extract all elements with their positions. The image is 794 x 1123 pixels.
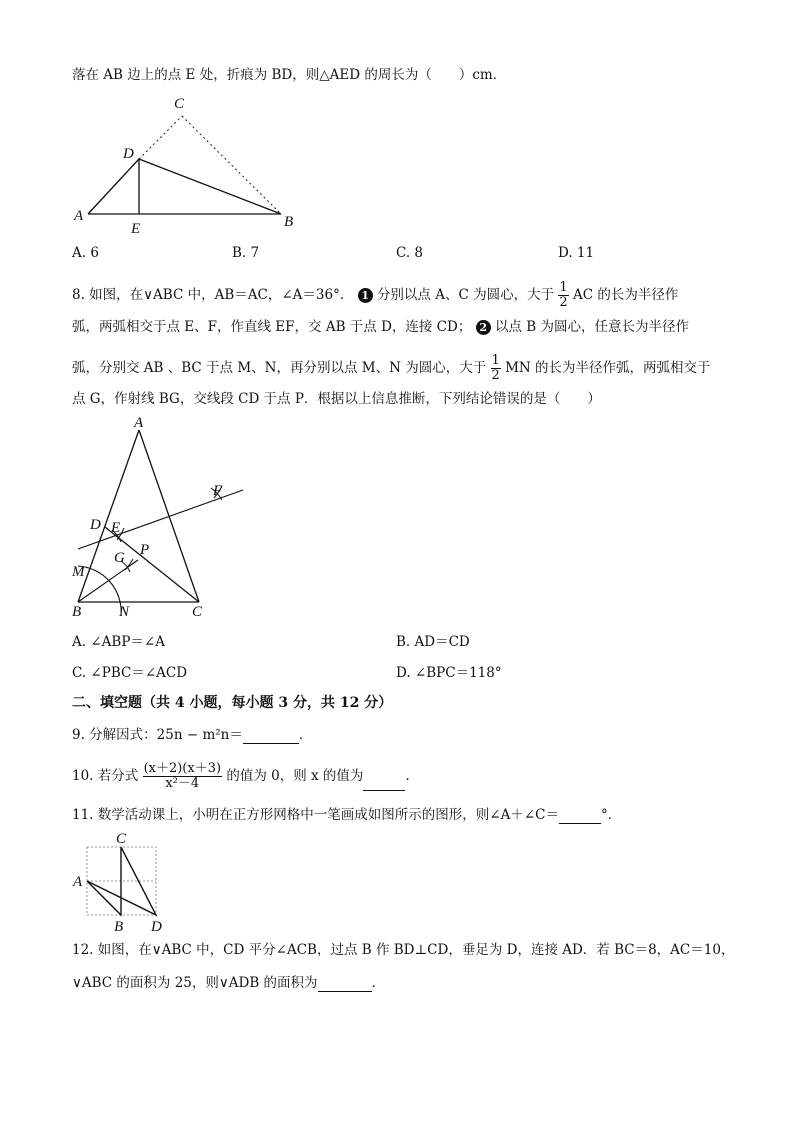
q8-option-d: D. ∠BPC＝118° [396,665,502,681]
q12-line-2: ∨ABC 的面积为 25，则∨ADB 的面积为 ． [72,975,386,991]
q7-option-c: C. 8 [396,245,424,261]
label-d: D [151,919,162,935]
label-b: B [114,919,124,935]
q8-l3a: 弧，分别交 AB 、BC 于点 M、N，再分别以点 M、N 为圆心，大于 [72,360,487,376]
q7-option-a: A. 6 [72,245,99,261]
label-c: C [192,604,203,620]
q7-tail-text: 落在 AB 边上的点 E 处，折痕为 BD，则△AED 的周长为（ ）cm． [72,67,507,83]
label-a: A [74,208,84,224]
circled-two: 2 [476,320,491,335]
one-stroke-path [87,847,156,915]
section-heading: 二、填空题（共 4 小题，每小题 3 分，共 12 分） [72,695,393,711]
label-b: B [284,214,294,230]
q8-option-a: A. ∠ABP＝∠A [72,634,165,650]
q10-pre: 10. 若分式 [72,768,139,784]
q9: 9. 分解因式：25n − m²n＝ ． [72,727,313,743]
q7-option-b: B. 7 [232,245,260,261]
circled-one: 1 [358,288,373,303]
q7-option-d: D. 11 [558,245,595,261]
label-e: E [131,221,141,237]
label-e: E [111,520,121,536]
label-p: P [140,542,150,558]
label-c: C [174,96,185,112]
label-m: M [72,564,85,580]
q12-l2: ∨ABC 的面积为 25，则∨ADB 的面积为 [72,975,318,991]
q8-l2b: 以点 B 为圆心，任意长为半径作 [494,319,689,335]
label-c: C [116,831,127,847]
label-a: A [73,874,83,890]
q10-post: 的值为 0，则 x 的值为 [226,768,364,784]
q8-option-b: B. AD＝CD [396,634,470,650]
q10-fraction: $\frac{(x+2)(x+3)}{\text{x²－4}}$ [143,761,222,791]
q8-line-4: 点 G，作射线 BG，交线段 CD 于点 P．根据以上信息推断，下列结论错误的是（ ） [72,391,601,407]
q8-l1b: 分别以点 A、C 为圆心，大于 [376,287,555,303]
q10: 10. 若分式 $\frac{(x+2)(x+3)}{\text{x²－4}}$ 的值为 0，则 x 的值为 ． [72,761,419,791]
label-b: B [72,604,82,620]
q8-l1a: 8. 如图，在∨ABC 中，AB＝AC，∠A＝36°． [72,287,354,303]
q8-l1c: AC 的长为半径作 [572,287,679,303]
q8-l2a: 弧，两弧相交于点 E、F，作直线 EF，交 AB 于点 D，连接 CD； [72,319,472,335]
q12-line-1: 12. 如图，在∨ABC 中，CD 平分∠ACB，过点 B 作 BD⊥CD，垂足为 D，连接 AD．若 BC＝8，AC＝10， [72,942,735,958]
q9-text: 9. 分解因式：25n − m²n＝ [72,727,243,743]
label-d: D [90,517,101,533]
fraction-half-1: $\frac{1}{2}$ [559,280,568,310]
q12-answer-blank [318,977,372,992]
q11: 11. 数学活动课上，小明在正方形网格中一笔画成如图所示的图形，则∠A＋∠C＝ °． [72,807,622,823]
label-d: D [123,146,134,162]
label-f: F [213,483,223,499]
label-n: N [119,604,130,620]
q8-l3b: MN 的长为半径作弧，两弧相交于 [505,360,711,376]
label-a: A [134,415,144,431]
q8-option-c: C. ∠PBC＝∠ACD [72,665,188,681]
fraction-half-2: $\frac{1}{2}$ [491,353,500,383]
label-g: G [114,550,125,566]
q11-text: 11. 数学活动课上，小明在正方形网格中一笔画成如图所示的图形，则∠A＋∠C＝ [72,807,559,823]
